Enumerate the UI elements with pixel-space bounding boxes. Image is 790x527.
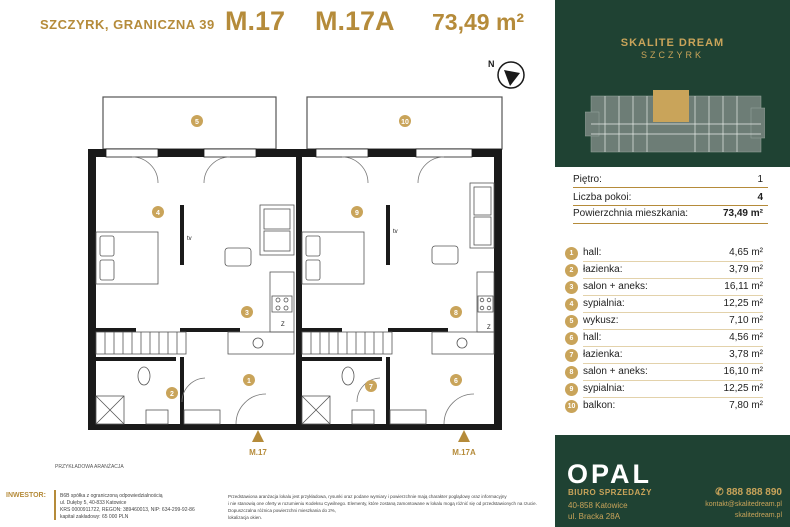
room-number-badge: 5	[565, 315, 578, 328]
floor-plan-drawing	[0, 40, 555, 490]
room-number-badge: 6	[565, 332, 578, 345]
room-row	[565, 315, 763, 329]
brand-name: SKALITE DREAM	[620, 37, 725, 49]
rooms-count-label: Liczba pokoi:	[573, 192, 632, 203]
room-row	[565, 332, 763, 346]
investor-line: kapitał zakładowy: 65 000 PLN	[60, 514, 129, 520]
header	[0, 0, 555, 40]
room-number-badge: 8	[565, 366, 578, 379]
room-badge-4: 4	[156, 210, 160, 217]
total-area-label: Powierzchnia mieszkania:	[573, 208, 689, 219]
room-number-badge: 2	[565, 264, 578, 277]
room-number-badge: 10	[565, 400, 578, 413]
room-badge-9: 9	[355, 210, 359, 217]
room-name: balkon:	[583, 400, 616, 411]
divider	[583, 346, 763, 347]
plan-caption: PRZYKŁADOWA ARANŻACJA	[55, 464, 124, 470]
disclaimer-line: Przedstawiona aranżacja lokalu jest przykładowa, rysunki oraz podane wymiary i powierzchnie mają charakter poglądowy oraz informacyjny	[228, 494, 507, 499]
entrance-label-1: M.17	[249, 448, 267, 457]
email-link[interactable]: kontakt@skalitedream.pl	[705, 501, 782, 508]
room-row	[565, 298, 763, 312]
investor-divider	[54, 490, 56, 520]
room-area: 12,25 m²	[723, 298, 763, 309]
investor-details	[60, 493, 220, 521]
total-area-value: 73,49 m²	[722, 208, 763, 219]
entrance-arrow-icon	[252, 430, 264, 442]
website-link[interactable]: skalitedream.pl	[734, 512, 782, 519]
bed-icon	[96, 232, 364, 284]
room-badge-3: 3	[245, 310, 249, 317]
office-address-street: ul. Bracka 28A	[568, 512, 621, 521]
room-row	[565, 281, 763, 295]
floor-row	[573, 174, 763, 185]
room-area: 3,79 m²	[729, 264, 763, 275]
sofa-icon	[260, 183, 494, 255]
tv-label-1: tv	[187, 236, 192, 242]
divider	[583, 312, 763, 313]
disclaimer	[228, 493, 550, 521]
room-badge-7: 7	[369, 384, 373, 391]
divider	[583, 295, 763, 296]
divider	[583, 278, 763, 279]
room-name: salon + aneks:	[583, 281, 648, 292]
room-name: wykusz:	[583, 315, 619, 326]
z-label-1: Z	[281, 322, 285, 328]
room-row	[565, 366, 763, 380]
divider	[583, 380, 763, 381]
tv-label-2: tv	[393, 229, 398, 235]
room-name: łazienka:	[583, 349, 623, 360]
building-keyplan	[585, 82, 765, 160]
room-name: sypialnia:	[583, 298, 625, 309]
divider	[583, 329, 763, 330]
divider	[583, 261, 763, 262]
room-area: 4,56 m²	[729, 332, 763, 343]
disclaimer-line: i nie stanowią one oferty w rozumieniu Kodeksu Cywilnego. Elementy, które zostaną zamontowane w lokalu mogą różnić się od przedstawionych na rzucie. Dopuszczalna różnica powierzchni mieszkania do 2%,	[228, 501, 537, 513]
divider	[583, 363, 763, 364]
room-badge-1: 1	[247, 378, 251, 385]
room-area: 16,10 m²	[723, 366, 763, 377]
divider	[583, 397, 763, 398]
room-name: salon + aneks:	[583, 366, 648, 377]
entrance-label-2: M.17A	[452, 448, 476, 457]
room-row	[565, 400, 763, 414]
floor-label: Piętro:	[573, 174, 602, 185]
room-badge-5: 5	[195, 119, 199, 126]
apartment-area: 73,49 m²	[432, 9, 525, 35]
room-area: 7,10 m²	[729, 315, 763, 326]
room-badge-2: 2	[170, 391, 174, 398]
room-number-badge: 7	[565, 349, 578, 362]
phone-text: 888 888 890	[726, 487, 782, 498]
svg-text:N: N	[488, 59, 495, 69]
room-badge-10: 10	[401, 119, 409, 126]
disclaimer-line: lokalizacja okien.	[228, 515, 263, 520]
investor-line: ul. Dułęby 5, 40-833 Katowice	[60, 500, 127, 506]
room-name: hall:	[583, 332, 602, 343]
footer	[0, 490, 555, 527]
unit-number-2: M.17A	[315, 6, 395, 36]
address: SZCZYRK, GRANICZNA 39	[40, 17, 215, 32]
brand-location: SZCZYRK	[640, 50, 704, 60]
room-area: 4,65 m²	[729, 247, 763, 258]
compass-icon	[488, 59, 524, 88]
room-badge-8: 8	[454, 310, 458, 317]
room-number-badge: 1	[565, 247, 578, 260]
unit-number-1: M.17	[225, 6, 286, 36]
room-row	[565, 349, 763, 363]
room-number-badge: 9	[565, 383, 578, 396]
entrance-arrow-icon	[458, 430, 470, 442]
room-area: 3,78 m²	[729, 349, 763, 360]
investor-line: KRS 0000911722, REGON: 389460013, NIP: 634-299-92-86	[60, 507, 195, 513]
room-name: łazienka:	[583, 264, 623, 275]
z-label-2: Z	[487, 325, 491, 331]
phone-number[interactable]	[715, 487, 782, 498]
rooms-count-value: 4	[757, 192, 763, 203]
room-row	[565, 247, 763, 261]
floor-value: 1	[757, 174, 763, 185]
investor-label: INWESTOR:	[6, 492, 46, 499]
total-area-row	[573, 208, 763, 219]
room-name: hall:	[583, 247, 602, 258]
rooms-count-row	[573, 192, 763, 203]
sales-office-label: BIURO SPRZEDAŻY	[568, 488, 652, 497]
room-area: 12,25 m²	[723, 383, 763, 394]
opal-logo: OPAL	[567, 459, 652, 489]
room-name: sypialnia:	[583, 383, 625, 394]
room-row	[565, 264, 763, 278]
room-number-badge: 3	[565, 281, 578, 294]
room-badge-6: 6	[454, 378, 458, 385]
room-number-badge: 4	[565, 298, 578, 311]
room-row	[565, 383, 763, 397]
apartment-highlight	[653, 90, 689, 122]
investor-line: B6B spółka z ograniczoną odpowiedzialnością	[60, 493, 163, 499]
room-area: 16,11 m²	[724, 281, 763, 292]
floor-plan	[0, 40, 555, 490]
divider	[573, 223, 768, 224]
apartment-info-panel	[555, 167, 790, 435]
balcony-5	[103, 97, 276, 149]
room-area: 7,80 m²	[729, 400, 763, 411]
office-address-city: 40-858 Katowice	[568, 501, 628, 510]
walls	[88, 149, 502, 430]
phone-icon: ✆	[715, 487, 724, 498]
divider	[573, 205, 768, 206]
divider	[573, 187, 768, 188]
